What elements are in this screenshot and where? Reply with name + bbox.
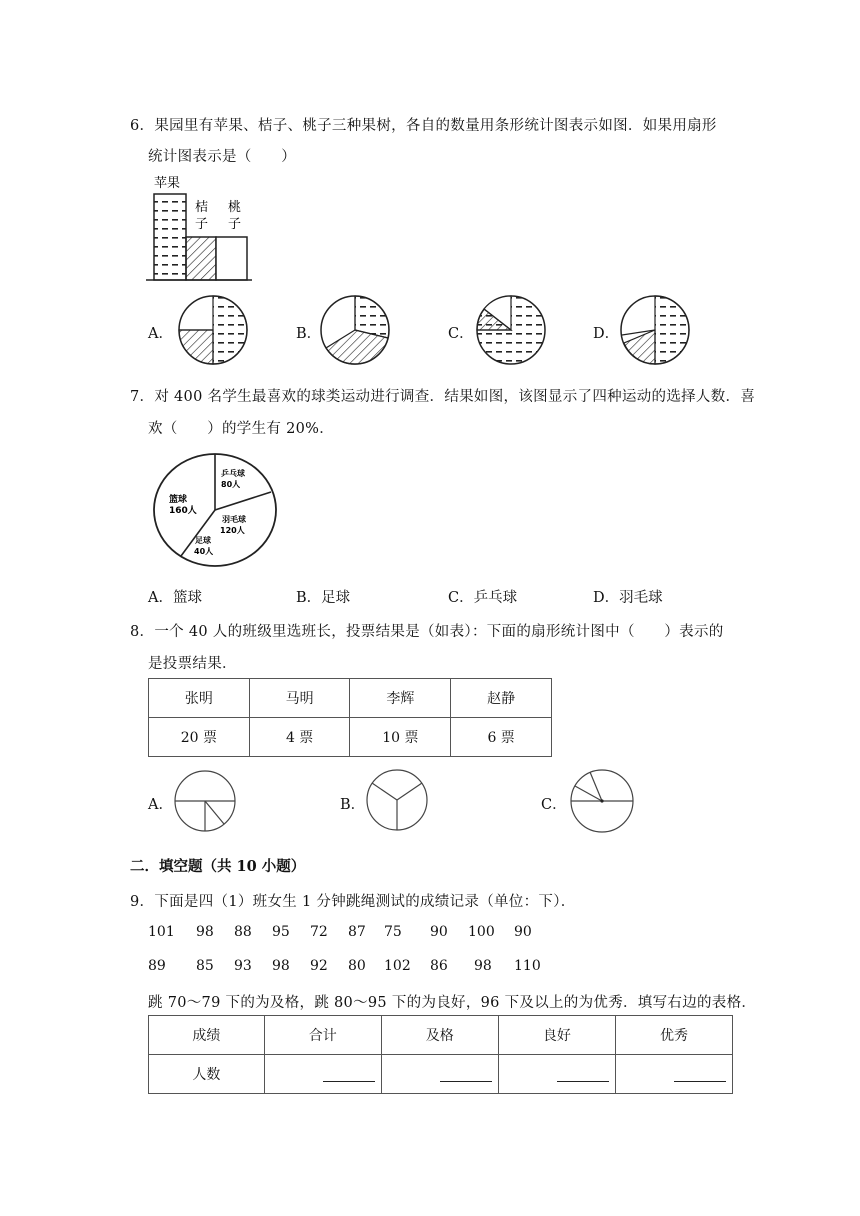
q6-pie-c[interactable] xyxy=(474,293,548,367)
q6-pie-a[interactable] xyxy=(176,293,250,367)
table-cell: 4 票 xyxy=(249,718,350,757)
data-value: 75 xyxy=(384,924,402,940)
table-row xyxy=(149,679,552,718)
table-cell: 6 票 xyxy=(451,718,552,757)
pie-value-basketball: 160人 xyxy=(169,506,197,516)
table-cell: 马明 xyxy=(249,679,350,718)
q9-instructions: 跳 70～79 下的为及格，跳 80～95 下的为良好，96 下及以上的为优秀．填写右边的表格． xyxy=(148,995,757,1011)
data-value: 89 xyxy=(148,958,166,974)
table-cell: 20 票 xyxy=(149,718,250,757)
bar-peach xyxy=(216,237,247,280)
pie-label-football: 足球 xyxy=(195,536,211,545)
q7-line1: 7．对 400 名学生最喜欢的球类运动进行调查．结果如图，该图显示了四种运动的选择人数．喜 xyxy=(130,389,756,405)
data-value: 90 xyxy=(430,924,448,940)
q6-option-b[interactable]: B． xyxy=(296,326,322,342)
q9-score-table xyxy=(148,1015,733,1094)
pie-value-pingpong: 80人 xyxy=(221,480,241,489)
data-value: 98 xyxy=(474,958,492,974)
q8-pie-c[interactable] xyxy=(568,768,636,834)
section-title: 二．填空题（共 10 小题） xyxy=(130,858,306,875)
data-value: 87 xyxy=(348,924,366,940)
table-header: 及格 xyxy=(381,1016,498,1055)
data-value: 101 xyxy=(148,924,175,940)
q6-line1: 6．果园里有苹果、桔子、桃子三种果树，各自的数量用条形统计图表示如图．如果用扇形 xyxy=(130,118,717,134)
table-row xyxy=(149,1016,733,1055)
table-cell: 10 票 xyxy=(350,718,451,757)
table-row xyxy=(149,718,552,757)
q6-bar-chart xyxy=(140,170,270,285)
q7-pie-chart xyxy=(150,450,280,570)
data-value: 92 xyxy=(310,958,328,974)
table-row xyxy=(149,1055,733,1094)
pie-label-pingpong: 乒乓球 xyxy=(221,469,245,478)
table-cell: 赵静 xyxy=(451,679,552,718)
q9-line1: 9．下面是四（1）班女生 1 分钟跳绳测试的成绩记录（单位：下）． xyxy=(130,894,576,910)
data-value: 72 xyxy=(310,924,328,940)
table-header: 良好 xyxy=(498,1016,615,1055)
q7-option-b[interactable]: B．足球 xyxy=(296,590,351,606)
data-value: 85 xyxy=(196,958,214,974)
bar-label-orange-1: 桔 xyxy=(195,200,209,215)
bar-label-orange-2: 子 xyxy=(195,217,209,232)
table-row-label: 人数 xyxy=(149,1055,265,1094)
pie-value-football: 40人 xyxy=(194,547,214,556)
table-header: 成绩 xyxy=(149,1016,265,1055)
bar-apple xyxy=(154,194,186,280)
table-cell: 李辉 xyxy=(350,679,451,718)
table-cell: 张明 xyxy=(149,679,250,718)
table-header: 优秀 xyxy=(615,1016,732,1055)
q8-option-c[interactable]: C． xyxy=(541,797,567,813)
q8-option-a[interactable]: A． xyxy=(148,797,173,813)
data-value: 98 xyxy=(272,958,290,974)
data-value: 102 xyxy=(384,958,411,974)
data-value: 100 xyxy=(468,924,495,940)
data-value: 86 xyxy=(430,958,448,974)
bar-label-peach-2: 子 xyxy=(228,217,242,232)
q7-option-d[interactable]: D．羽毛球 xyxy=(593,590,663,606)
q8-line2: 是投票结果． xyxy=(148,656,237,672)
data-value: 90 xyxy=(514,924,532,940)
q6-option-d[interactable]: D． xyxy=(593,326,620,342)
answer-blank-pass[interactable] xyxy=(381,1055,498,1094)
q6-option-a[interactable]: A． xyxy=(148,326,173,342)
answer-blank-total[interactable] xyxy=(264,1055,381,1094)
data-value: 80 xyxy=(348,958,366,974)
q8-pie-a[interactable] xyxy=(172,770,238,832)
q7-line2: 欢（ ）的学生有 20%． xyxy=(148,421,335,437)
q7-option-a[interactable]: A．篮球 xyxy=(148,590,202,606)
pie-label-badminton: 羽毛球 xyxy=(222,515,246,524)
q6-pie-b[interactable] xyxy=(318,293,392,367)
q6-pie-d[interactable] xyxy=(618,293,692,367)
data-value: 98 xyxy=(196,924,214,940)
q6-option-c[interactable]: C． xyxy=(448,326,474,342)
data-value: 93 xyxy=(234,958,252,974)
answer-blank-excellent[interactable] xyxy=(615,1055,732,1094)
data-value: 110 xyxy=(514,958,541,974)
q8-vote-table xyxy=(148,678,552,757)
data-value: 88 xyxy=(234,924,252,940)
q7-option-c[interactable]: C．乒乓球 xyxy=(448,590,518,606)
bar-label-peach-1: 桃 xyxy=(228,200,242,215)
pie-label-basketball: 篮球 xyxy=(169,495,188,505)
q6-line2: 统计图表示是（ ） xyxy=(148,149,296,165)
pie-value-badminton: 120人 xyxy=(220,526,245,535)
q8-pie-b[interactable] xyxy=(364,768,430,832)
data-value: 95 xyxy=(272,924,290,940)
table-header: 合计 xyxy=(264,1016,381,1055)
q8-line1: 8．一个 40 人的班级里选班长，投票结果是（如表）：下面的扇形统计图中（ ）表示的 xyxy=(130,624,724,640)
q8-option-b[interactable]: B． xyxy=(340,797,366,813)
bar-label-apple: 苹果 xyxy=(154,176,181,191)
bar-orange xyxy=(186,237,216,280)
answer-blank-good[interactable] xyxy=(498,1055,615,1094)
